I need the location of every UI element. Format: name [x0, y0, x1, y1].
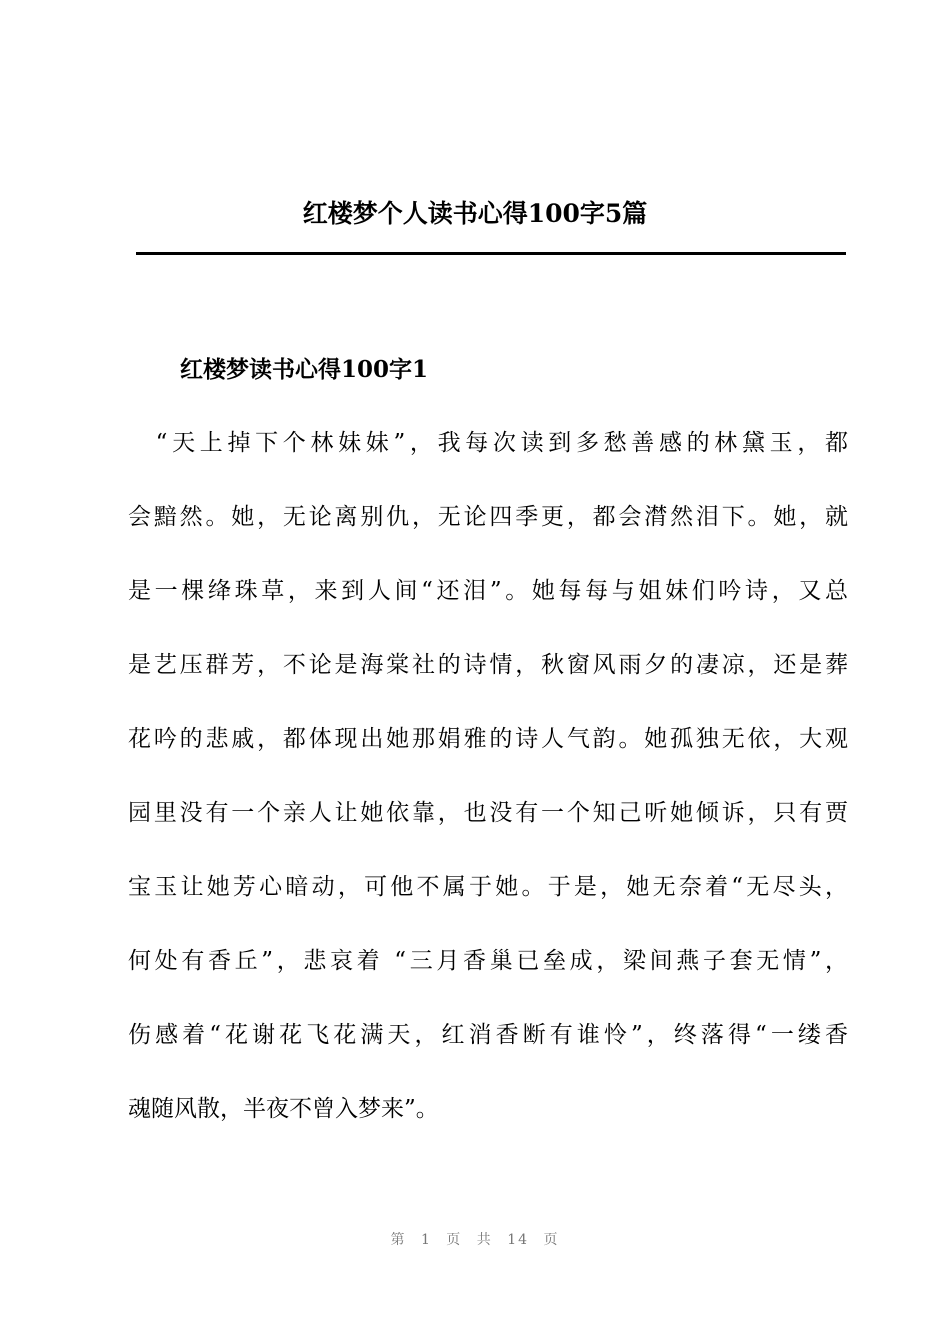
- section-heading: 红楼梦读书心得100字1: [180, 356, 429, 383]
- paragraph-line-1: “天上掉下个林妹妹”，我每次读到多愁善感的林黛玉，都: [128, 430, 848, 456]
- paragraph-line-10: 魂随风散，半夜不曾入梦来”。: [128, 1096, 439, 1122]
- paragraph: [128, 420, 848, 1160]
- paragraph-line-2: 会黯然。她，无论离别仇，无论四季更，都会潸然泪下。她，就: [128, 504, 848, 530]
- page-number-footer: 第 1 页 共 14 页: [390, 1232, 560, 1248]
- paragraph-line-5: 花吟的悲戚，都体现出她那娟雅的诗人气韵。她孤独无依，大观: [128, 726, 848, 752]
- document-title: 红楼梦个人读书心得100字5篇: [302, 199, 648, 228]
- paragraph-line-9: 伤感着“花谢花飞花满天，红消香断有谁怜”，终落得“一缕香: [128, 1022, 848, 1048]
- title-divider: [136, 252, 846, 255]
- paragraph-line-8: 何处有香丘”，悲哀着 “三月香巢已垒成，梁间燕子套无情”，: [128, 948, 848, 974]
- paragraph-line-6: 园里没有一个亲人让她依靠，也没有一个知己听她倾诉，只有贾: [128, 800, 848, 826]
- paragraph-line-7: 宝玉让她芳心暗动，可他不属于她。于是，她无奈着“无尽头，: [128, 874, 848, 900]
- paragraph-line-4: 是艺压群芳，不论是海棠社的诗情，秋窗风雨夕的凄凉，还是葬: [128, 652, 848, 678]
- paragraph-line-3: 是一棵绛珠草，来到人间“还泪”。她每每与姐妹们吟诗，又总: [128, 578, 848, 604]
